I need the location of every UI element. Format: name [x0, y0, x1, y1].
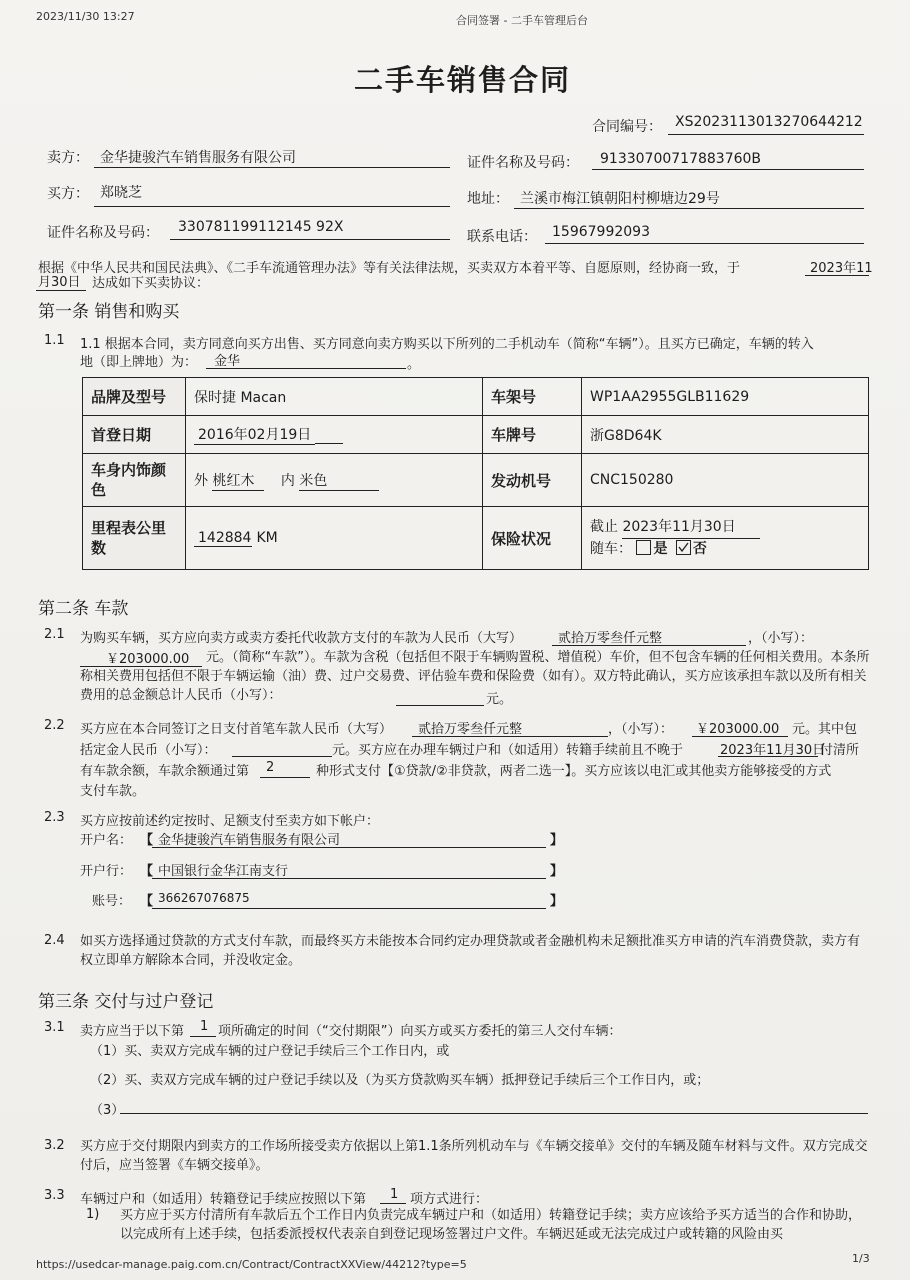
preamble-date-underline-b — [36, 290, 86, 291]
article1-title: 第一条 销售和购买 — [38, 302, 180, 322]
vin-value: WP1AA2955GLB11629 — [582, 378, 869, 416]
acct-no-lbracket: 【 — [140, 894, 154, 909]
p31-item2: （2）买、卖双方完成车辆的过户登记手续以及（为买方贷款购买车辆）抵押登记手续后三个工作日内，或； — [90, 1073, 710, 1088]
p24-text: 如买方选择通过贷款的方式支付车款，而最终买方未能按本合同约定办理贷款或者金融机构未足额批准买方申请的汽车消费贷款，卖方有权立即单方解除本合同，并没收定金。 — [80, 934, 861, 968]
buyer-addr-label: 地址： — [467, 191, 509, 207]
seller-label: 卖方： — [47, 150, 89, 166]
brand-label: 品牌及型号 — [83, 378, 186, 416]
preamble-date-underline-a — [805, 275, 869, 276]
p31-opt: 1 — [200, 1019, 209, 1034]
mileage-label: 里程表公里数 — [83, 507, 186, 570]
article3-title: 第三条 交付与过户登记 — [38, 992, 214, 1012]
p33-item1-num: 1) — [86, 1207, 100, 1222]
p31-text-a: 卖方应当于以下第 — [80, 1024, 185, 1039]
exterior-label: 外 — [194, 472, 208, 489]
seller-underline — [94, 167, 450, 168]
buyer-id-value: 330781199112145 92X — [178, 219, 344, 235]
buyer-addr-underline — [514, 208, 864, 209]
insurance-cell — [582, 507, 869, 570]
table-row — [83, 416, 869, 454]
contract-no-underline — [668, 134, 864, 135]
buyer-addr-value: 兰溪市梅江镇朝阳村柳塘边29号 — [520, 191, 720, 207]
buyer-underline — [94, 206, 450, 207]
p31-item3-underline — [120, 1113, 868, 1114]
p23-text: 买方应按前述约定按时、足额支付至卖方如下帐户： — [80, 814, 380, 829]
article2-title: 第二条 车款 — [38, 599, 129, 619]
interior-value: 米色 — [299, 470, 379, 491]
seller-value: 金华捷骏汽车销售服务有限公司 — [100, 150, 296, 166]
p21-text-b: ，（小写）： — [748, 631, 814, 646]
bank-label: 开户行： — [80, 864, 133, 879]
preamble-text: 根据《中华人民共和国民法典》、《二手车流通管理办法》等有关法律法规，买卖双方本着平等、自愿原则，经协商一致，于 — [38, 261, 741, 276]
footer-url: https://usedcar-manage.paig.com.cn/Contract/ContractXXView/44212?type=5 — [36, 1258, 467, 1271]
bank-lbracket: 【 — [140, 864, 154, 879]
reg-date-label: 首登日期 — [83, 416, 186, 454]
follow-label: 随车： — [590, 540, 632, 557]
window-title: 合同签署 - 二手车管理后台 — [456, 14, 588, 27]
p22-price-cn: 贰拾万零叁仟元整 — [418, 722, 523, 737]
p31-item3: （3） — [90, 1103, 125, 1118]
reg-date-value: 2016年02月19日 — [194, 424, 315, 445]
bank-value: 中国银行金华江南支行 — [158, 864, 289, 879]
vehicle-table — [82, 377, 869, 570]
color-label: 车身内饰颜色 — [83, 454, 186, 507]
p22-text-e2: 有车款余额，车款余额通过第 — [80, 764, 250, 779]
article1-num: 1.1 — [44, 333, 65, 348]
buyer-value: 郑晓芝 — [100, 185, 142, 201]
seller-id-underline — [592, 169, 864, 170]
contract-no-value: XS2023113013270644212 — [675, 114, 863, 130]
table-row — [83, 454, 869, 507]
bank-underline — [152, 878, 546, 879]
engine-value: CNC150280 — [582, 454, 869, 507]
buyer-label: 买方： — [47, 186, 89, 202]
check-icon — [677, 541, 690, 554]
insurance-until-label: 截止 — [590, 518, 618, 535]
p22-text-f1: 种形式支付【①贷款/②非贷款，两者二选一】。买方应该以电汇或其他卖方能够接受的方式 — [316, 764, 832, 779]
p31-opt-underline — [190, 1036, 216, 1037]
buyer-phone-value: 15967992093 — [552, 224, 650, 240]
p22-opt-underline — [260, 777, 310, 778]
interior-label: 内 — [280, 472, 295, 489]
preamble-date-a: 2023年11 — [810, 261, 873, 276]
buyer-phone-underline — [545, 243, 864, 244]
vin-label: 车架号 — [483, 378, 582, 416]
p21-text-a: 为购买车辆，买方应向卖方或卖方委托代收款方支付的车款为人民币（大写） — [80, 631, 523, 646]
p22-text-d: 元。买方应在办理车辆过户和（如适用）转籍手续前且不晚于 — [332, 743, 684, 758]
p32-num: 3.2 — [44, 1138, 65, 1153]
p22-text-c1: 元。其中包 — [792, 722, 858, 737]
buyer-id-label: 证件名称及号码： — [47, 225, 159, 241]
buyer-id-underline — [170, 239, 450, 240]
plate-label: 车牌号 — [483, 416, 582, 454]
article1-dot: 。 — [407, 357, 421, 372]
article1-text2: 地（即上牌地）为： — [80, 355, 198, 370]
p33-num: 3.3 — [44, 1188, 65, 1203]
p22-text-f2: 支付车款。 — [80, 784, 146, 799]
bank-rbracket: 】 — [550, 864, 564, 879]
acct-name-rbracket: 】 — [550, 833, 564, 848]
acct-no-rbracket: 】 — [550, 894, 564, 909]
p33-text-a: 车辆过户和（如适用）转籍登记手续应按照以下第 — [80, 1192, 367, 1207]
p22-deposit-underline — [232, 756, 332, 757]
preamble-date-b: 月30日 — [38, 275, 81, 290]
acct-no-underline — [152, 908, 546, 909]
p21-price-cn-underline — [552, 645, 746, 646]
p21-text-d: 元。 — [486, 692, 513, 707]
insurance-label: 保险状况 — [483, 507, 582, 570]
insurance-until-value: 2023年11月30日 — [622, 517, 760, 539]
p33-opt: 1 — [390, 1187, 399, 1202]
p21-price: ￥203000.00 — [106, 652, 190, 667]
mileage-value: 142884 — [194, 530, 252, 547]
p22-price-underline — [692, 736, 788, 737]
insurance-until-row — [590, 517, 860, 539]
p23-num: 2.3 — [44, 810, 65, 825]
p22-opt: 2 — [266, 760, 275, 775]
acct-no-value: 366267076875 — [158, 891, 250, 905]
p22-date-underline — [718, 756, 818, 757]
brand-value: 保时捷 Macan — [186, 378, 483, 416]
p21-total-underline — [396, 705, 484, 706]
reg-date-cell — [186, 416, 483, 454]
acct-name-underline — [152, 847, 546, 848]
table-row — [83, 507, 869, 570]
acct-name-value: 金华捷骏汽车销售服务有限公司 — [158, 833, 341, 848]
p33-text-b: 项方式进行： — [410, 1192, 489, 1207]
seller-id-label: 证件名称及号码： — [467, 155, 579, 171]
p21-price-cn: 贰拾万零叁仟元整 — [558, 631, 663, 646]
p31-item1: （1）买、卖双方完成车辆的过户登记手续后三个工作日内，或 — [90, 1044, 450, 1059]
seller-id-value: 91330700717883760B — [600, 151, 762, 167]
contract-no-label: 合同编号： — [592, 119, 662, 135]
p22-text-c2: 括定金人民币（小写）： — [80, 743, 217, 758]
p33-opt-underline — [380, 1203, 406, 1204]
buyer-phone-label: 联系电话： — [467, 229, 537, 245]
article1-place-underline — [206, 368, 406, 369]
page-title: 二手车销售合同 — [354, 63, 572, 97]
p31-text-b: 项所确定的时间（“交付期限”）向买方或买方委托的第三人交付车辆： — [218, 1024, 622, 1039]
article1-text: 1.1 根据本合同，卖方同意向买方出售、买方同意向卖方购买以下所列的二手机动车（简称“车辆”）。且买方已确定，车辆的转入 — [80, 337, 814, 352]
p22-text-a: 买方应在本合同签订之日支付首笔车款人民币（大写） — [80, 722, 393, 737]
p22-date: 2023年11月30日 — [720, 743, 826, 758]
p32-text: 买方应于交付期限内到卖方的工作场所接受卖方依据以上第1.1条所列机动车与《车辆交接单》交付的车辆及随车材料与文件。双方完成交付后，应当签署《车辆交接单》。 — [80, 1139, 868, 1173]
acct-name-label: 开户名： — [80, 833, 133, 848]
p22-price: ￥203000.00 — [696, 722, 780, 737]
no-label: 否 — [692, 540, 707, 557]
checkbox-no[interactable] — [676, 540, 691, 555]
acct-name-lbracket: 【 — [140, 833, 154, 848]
p21-num: 2.1 — [44, 627, 65, 642]
yes-label: 是 — [653, 540, 668, 557]
p31-num: 3.1 — [44, 1020, 65, 1035]
color-cell — [186, 454, 483, 507]
p21-text-c: 元。（简称“车款”）。车款为含税（包括但不限于车辆购置税、增值税）车价，但不包含车辆的任何相关费用。本条所称相关费用包括但不限于车辆运输（油）费、过户交易费、评估验车费和保险费（如有）。双方特此确认，买方应该承担车款以及所有相关费用的总金额总计人民币（小写）： — [80, 650, 870, 703]
p24-num: 2.4 — [44, 933, 65, 948]
engine-label: 发动机号 — [483, 454, 582, 507]
mileage-cell — [186, 507, 483, 570]
p22-text-e1: 付清所 — [820, 743, 860, 758]
p22-price-cn-underline — [412, 736, 608, 737]
print-datetime: 2023/11/30 13:27 — [36, 10, 135, 23]
preamble-text2: 达成如下买卖协议： — [92, 276, 210, 291]
acct-no-label: 账号： — [92, 894, 132, 909]
exterior-value: 桃红木 — [212, 470, 264, 491]
checkbox-yes[interactable] — [636, 540, 651, 555]
p22-num: 2.2 — [44, 718, 65, 733]
page-number: 1/3 — [852, 1252, 870, 1265]
mileage-unit: KM — [256, 529, 278, 546]
article1-place: 金华 — [214, 354, 241, 369]
table-row — [83, 378, 869, 416]
follow-row — [590, 539, 860, 560]
plate-value: 浙G8D64K — [582, 416, 869, 454]
p22-text-b: ，（小写）： — [608, 722, 674, 737]
p33-item1-text: 买方应于买方付清所有车款后五个工作日内负责完成车辆过户和（如适用）转籍登记手续；卖方应该给予买方适当的合作和协助，以完成所有上述手续，包括委派授权代表亲自到登记现场签署过户文件。车辆迟延或无法完成过户或转籍的风险由买 — [120, 1208, 862, 1242]
